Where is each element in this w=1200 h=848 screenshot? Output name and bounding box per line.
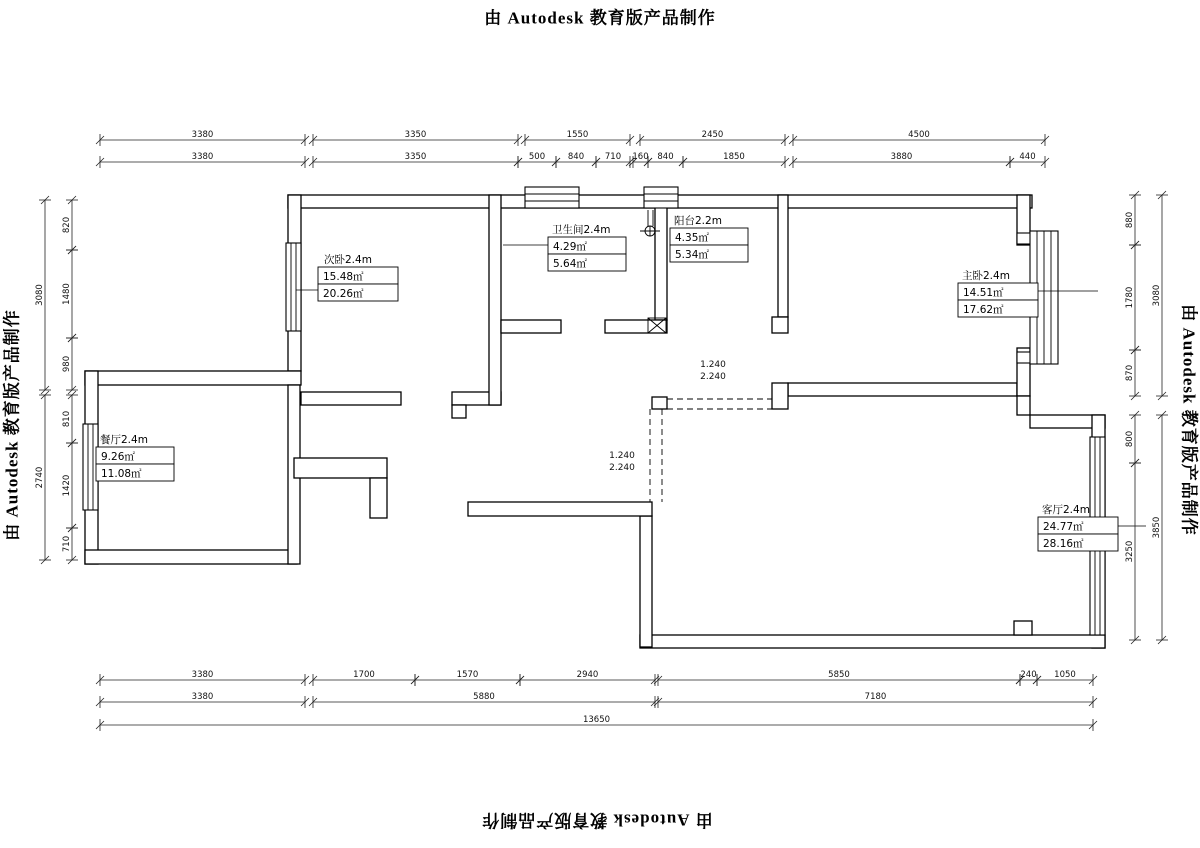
wall-post <box>652 397 667 409</box>
dimension-value: 710 <box>62 535 72 553</box>
dimension-value: 160 <box>632 152 649 162</box>
dimension-value: 13650 <box>582 715 611 725</box>
room-area: 4.29㎡ <box>553 241 587 253</box>
room-label-bathroom <box>548 223 626 271</box>
dimension-value: 3350 <box>404 152 427 162</box>
wall-bathroom-bottom-left <box>501 320 561 333</box>
autodesk-education-banner-top: 由 Autodesk 教育版产品制作 <box>484 8 716 28</box>
wall-living-bottom <box>640 635 1105 648</box>
wall-bedroom1-bottom <box>788 383 1017 396</box>
room-name: 阳台2.2m <box>674 215 722 227</box>
dimension-value: 3080 <box>1152 284 1162 307</box>
room-area: 5.64㎡ <box>553 258 587 270</box>
opening-size-width: 1.240 <box>609 451 635 461</box>
room-area: 9.26㎡ <box>101 451 135 463</box>
dimension-value: 980 <box>62 355 72 373</box>
room-name: 卫生间2.4m <box>552 224 611 236</box>
dimension-value: 3380 <box>191 130 214 140</box>
room-name: 次卧2.4m <box>324 254 372 266</box>
dimension-value: 3380 <box>191 692 214 702</box>
wall-living-left <box>640 516 652 647</box>
room-area: 24.77㎡ <box>1043 521 1084 533</box>
dimension-value: 5880 <box>473 692 495 702</box>
wall-step <box>1017 396 1030 415</box>
room-label-balcony <box>670 214 748 262</box>
dimension-value: 2740 <box>35 466 45 489</box>
opening-size-width: 1.240 <box>700 360 726 370</box>
dimension-value: 2450 <box>701 130 724 140</box>
room-area: 28.16㎡ <box>1043 538 1084 550</box>
wall-pier <box>1014 621 1032 635</box>
dimension-value: 840 <box>657 152 674 162</box>
dimension-value: 710 <box>604 152 622 162</box>
room-area: 11.08㎡ <box>101 468 142 480</box>
wall-post <box>772 317 788 333</box>
wall-bedroom2-right <box>489 195 501 405</box>
dimension-value: 3080 <box>35 284 45 306</box>
cased-openings <box>650 399 772 502</box>
dimension-value: 1850 <box>723 152 745 162</box>
autodesk-education-banner-bottom: 由 Autodesk 教育版产品制作 <box>481 810 713 830</box>
wall-hall-right <box>778 195 788 317</box>
room-label-dining <box>96 433 174 481</box>
dimension-value: 2940 <box>576 670 599 680</box>
dimension-value: 240 <box>1020 670 1037 680</box>
room-name: 主卧2.4m <box>962 270 1010 282</box>
dimension-value: 1480 <box>62 283 72 305</box>
dimension-value: 880 <box>1125 211 1135 229</box>
dimension-value: 1780 <box>1125 286 1135 309</box>
dimension-value: 1570 <box>456 670 479 680</box>
dimension-value: 3850 <box>1152 516 1162 539</box>
dimension-value: 1700 <box>353 670 375 680</box>
room-label-bedroom-second <box>318 253 398 301</box>
room-label-bedroom-master <box>958 269 1038 317</box>
dimension-value: 500 <box>528 152 546 162</box>
wall-entry-partition-v <box>370 478 387 518</box>
wall-post <box>452 405 466 418</box>
dimension-value: 3350 <box>404 130 427 140</box>
dimension-value: 1550 <box>566 130 589 140</box>
wall-dining-bottom <box>85 550 297 564</box>
room-area: 17.62㎡ <box>963 304 1004 316</box>
room-name: 餐厅2.4m <box>100 434 148 446</box>
dimension-value: 3880 <box>890 152 913 162</box>
room-area: 15.48㎡ <box>323 271 364 283</box>
dimension-value: 7180 <box>864 692 887 702</box>
dimension-value: 3380 <box>191 670 214 680</box>
window-top-2 <box>644 187 678 208</box>
dimension-value: 1420 <box>62 474 72 497</box>
dimension-value: 810 <box>62 410 72 428</box>
dimension-value: 840 <box>567 152 585 162</box>
wall-corridor <box>468 502 652 516</box>
room-area: 5.34㎡ <box>675 249 709 261</box>
dimension-value: 3250 <box>1125 540 1135 563</box>
autodesk-education-banner-right: 由 Autodesk 教育版产品制作 <box>1179 304 1199 536</box>
room-area: 4.35㎡ <box>675 232 709 244</box>
wall-dining-top <box>85 371 301 385</box>
window-top-1 <box>525 187 579 208</box>
wall-entry-partition-h <box>294 458 387 478</box>
dimension-value: 870 <box>1125 364 1135 382</box>
room-area: 20.26㎡ <box>323 288 364 300</box>
dimension-value: 820 <box>62 216 72 234</box>
dimension-value: 4500 <box>908 130 930 140</box>
wall-bedroom2-bottom-left <box>301 392 401 405</box>
dimension-value: 3380 <box>191 152 214 162</box>
opening-annotations <box>609 360 726 473</box>
dimension-value: 5850 <box>828 670 850 680</box>
dimension-value: 1050 <box>1054 670 1076 680</box>
room-area: 14.51㎡ <box>963 287 1004 299</box>
dimension-value: 800 <box>1125 430 1135 448</box>
dimension-value: 440 <box>1019 152 1036 162</box>
wall-post <box>772 383 788 409</box>
opening-size-height: 2.240 <box>700 372 726 382</box>
room-name: 客厅2.4m <box>1042 504 1090 516</box>
wall-bathroom-right <box>655 195 667 320</box>
autodesk-education-banner-left: 由 Autodesk 教育版产品制作 <box>2 309 22 541</box>
opening-size-height: 2.240 <box>609 463 635 473</box>
room-label-living <box>1038 503 1118 551</box>
window-bedroom2-left <box>286 243 301 331</box>
